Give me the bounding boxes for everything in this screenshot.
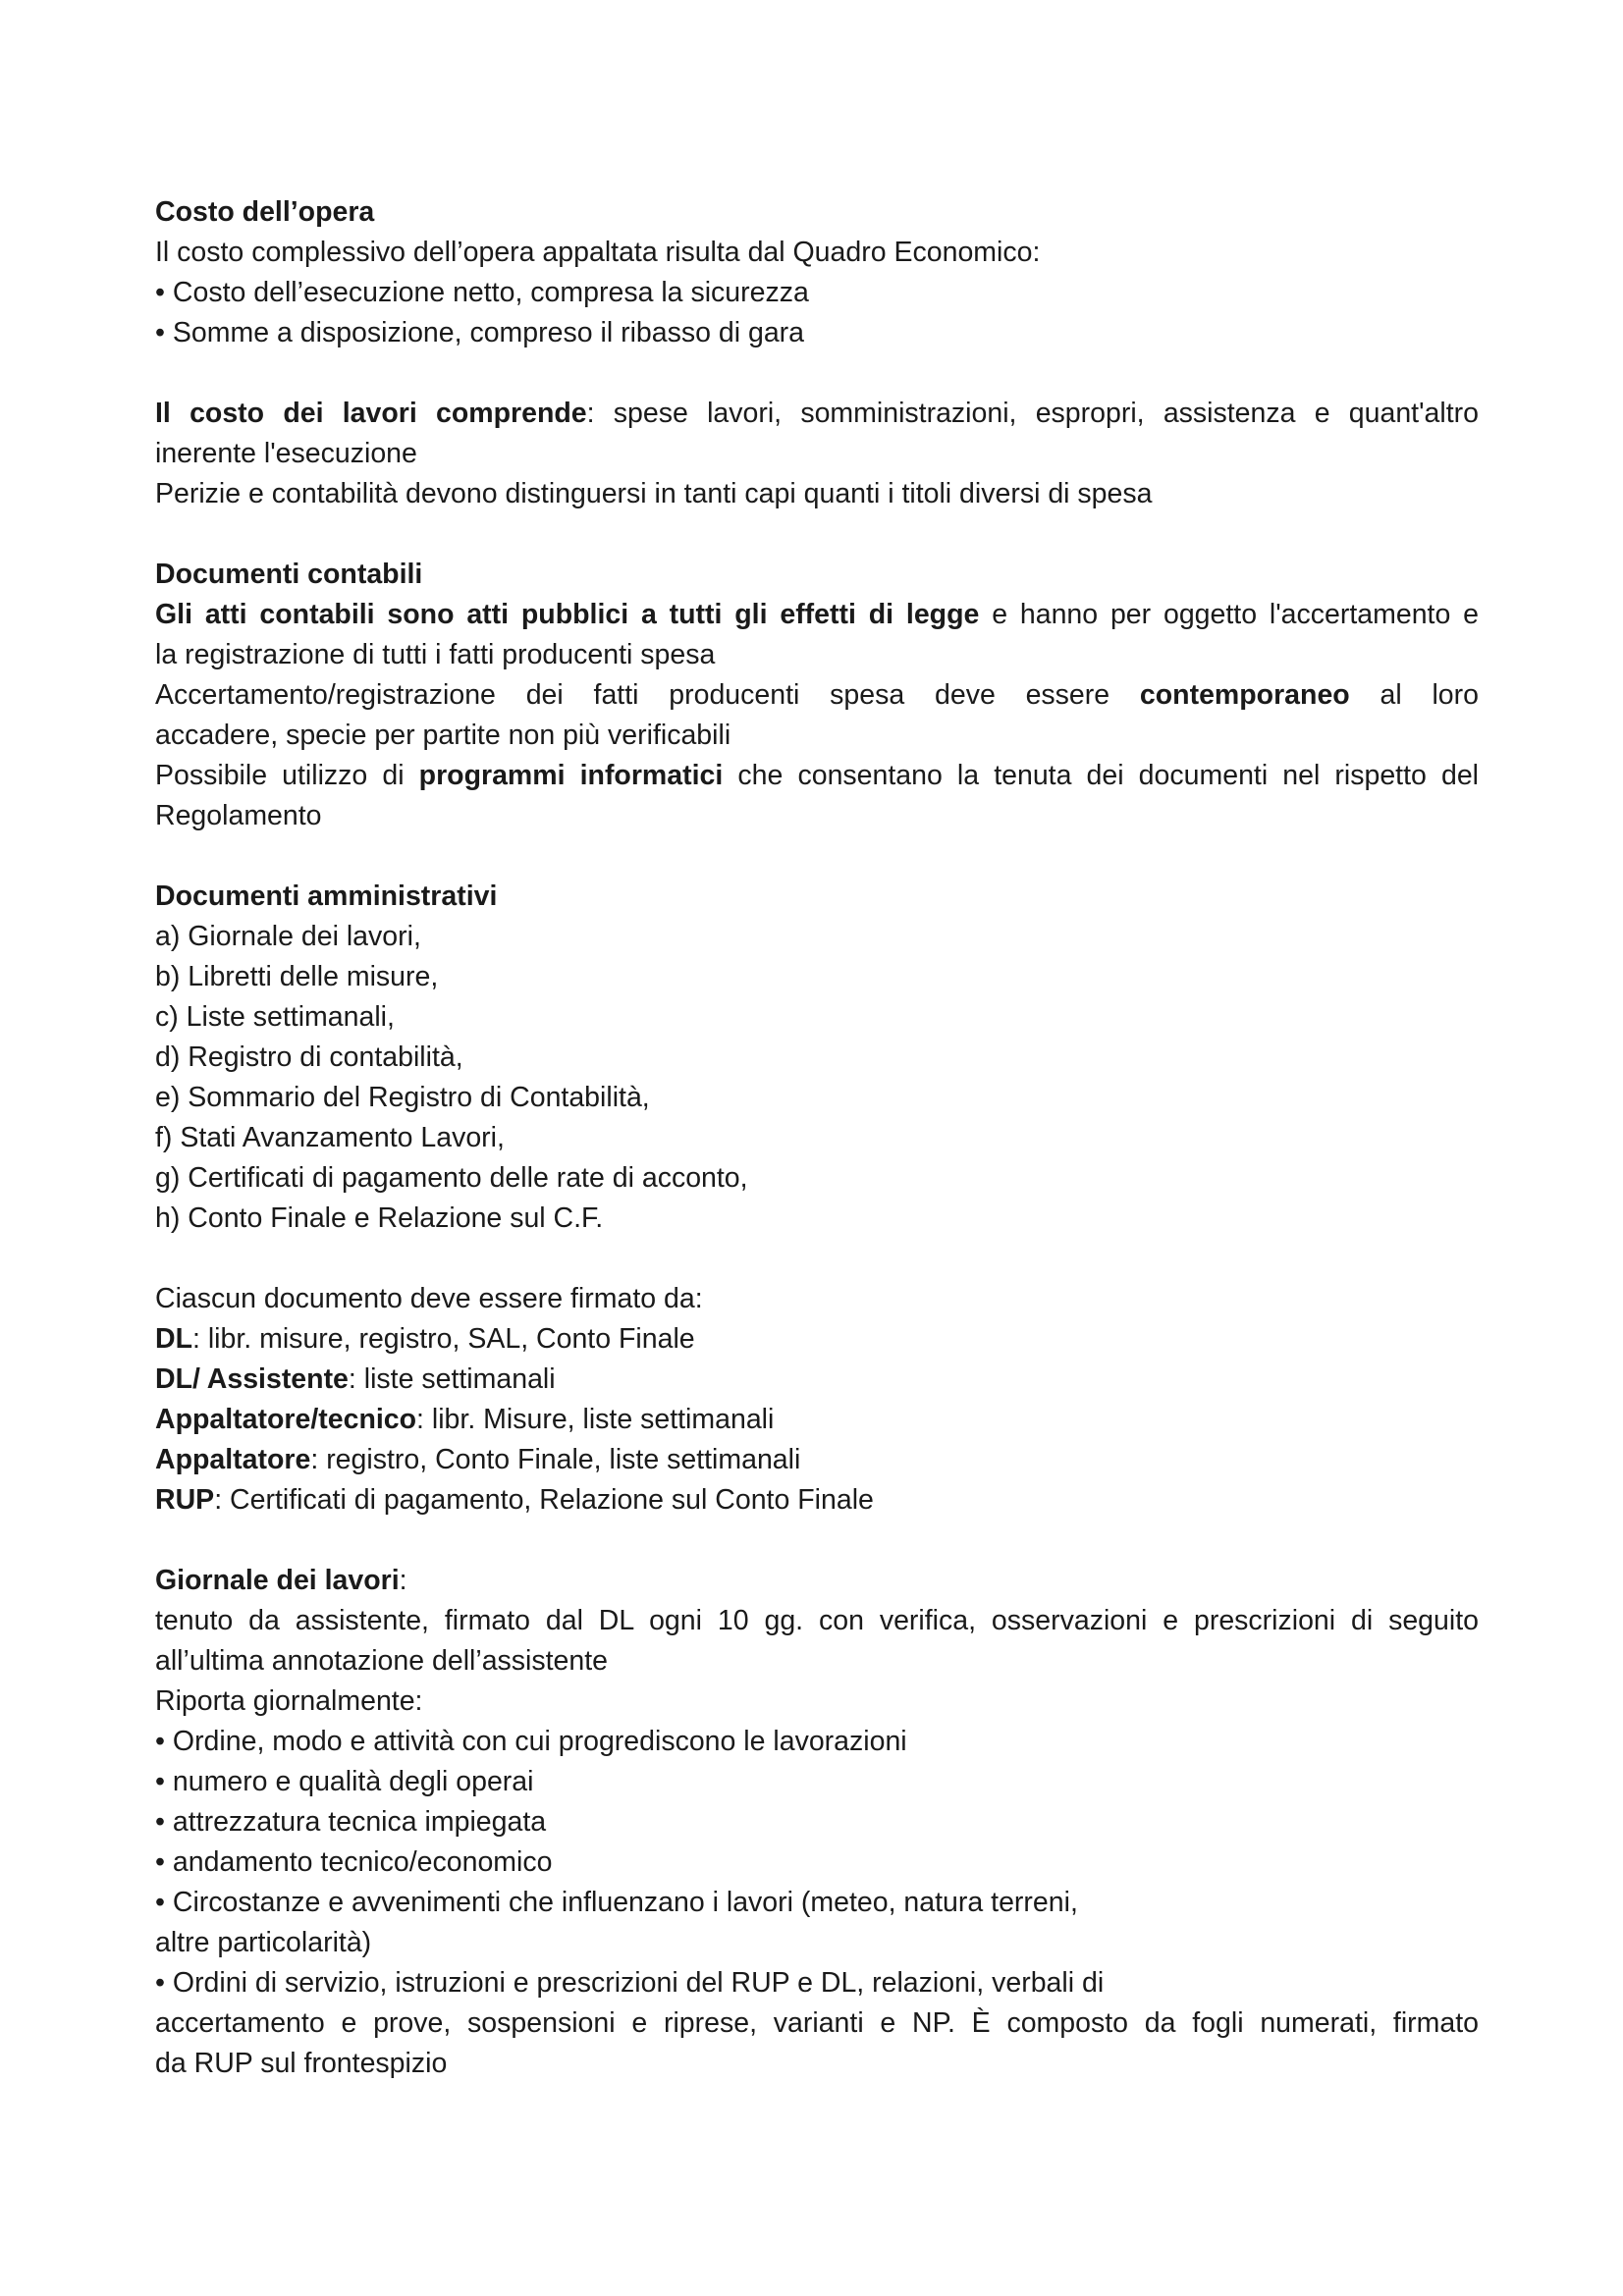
document-page <box>155 192 1479 2084</box>
bullet-item: • andamento tecnico/economico <box>155 1846 553 1878</box>
paragraph: tenuto da assistente, firmato dal DL ogni 10 gg. con verifica, osservazioni e prescrizioni di seguito <box>155 1605 1479 1636</box>
section-heading-documenti-contabili: Documenti contabili <box>155 559 423 590</box>
paragraph: all’ultima annotazione dell’assistente <box>155 1645 609 1677</box>
section-heading-documenti-amministrativi: Documenti amministrativi <box>155 881 498 912</box>
list-item: c) Liste settimanali, <box>155 1001 395 1033</box>
paragraph: Riporta giornalmente: <box>155 1685 423 1717</box>
section-heading-costo-opera: Costo dell’opera <box>155 196 375 228</box>
list-item: e) Sommario del Registro di Contabilità, <box>155 1082 650 1113</box>
paragraph: Perizie e contabilità devono distinguersi in tanti capi quanti i titoli diversi di spesa <box>155 478 1153 509</box>
bullet-item: • Ordini di servizio, istruzioni e prescrizioni del RUP e DL, relazioni, verbali di <box>155 1967 1105 1999</box>
signature-row: Appaltatore/tecnico: libr. Misure, liste settimanali <box>155 1404 775 1435</box>
paragraph: Gli atti contabili sono atti pubblici a tutti gli effetti di legge e hanno per oggetto l'accertamento e <box>155 599 1480 630</box>
paragraph-costo-lavori: Il costo dei lavori comprende: spese lavori, somministrazioni, espropri, assistenza e quant'altro <box>155 398 1479 429</box>
bullet-item: • Ordine, modo e attività con cui progrediscono le lavorazioni <box>155 1726 907 1757</box>
section-heading-giornale: Giornale dei lavori: <box>155 1565 407 1596</box>
paragraph: Il costo complessivo dell’opera appaltata risulta dal Quadro Economico: <box>155 237 1041 268</box>
paragraph: inerente l'esecuzione <box>155 438 417 469</box>
bullet-item: • numero e qualità degli operai <box>155 1766 534 1797</box>
bullet-item: • Circostanze e avvenimenti che influenzano i lavori (meteo, natura terreni, <box>155 1887 1078 1918</box>
signature-row: RUP: Certificati di pagamento, Relazione sul Conto Finale <box>155 1484 874 1516</box>
bullet-item: • attrezzatura tecnica impiegata <box>155 1806 547 1838</box>
bullet-item: • Costo dell’esecuzione netto, compresa la sicurezza <box>155 277 809 308</box>
list-item: d) Registro di contabilità, <box>155 1041 463 1073</box>
paragraph: Ciascun documento deve essere firmato da: <box>155 1283 703 1314</box>
list-item: f) Stati Avanzamento Lavori, <box>155 1122 505 1153</box>
list-item: g) Certificati di pagamento delle rate di acconto, <box>155 1162 748 1194</box>
paragraph: accadere, specie per partite non più verificabili <box>155 720 731 751</box>
bullet-continuation: accertamento e prove, sospensioni e riprese, varianti e NP. È composto da fogli numerati, firmato <box>155 2007 1479 2039</box>
bullet-item: • Somme a disposizione, compreso il ribasso di gara <box>155 317 805 348</box>
paragraph: Regolamento <box>155 800 322 831</box>
paragraph: Possibile utilizzo di programmi informatici che consentano la tenuta dei documenti nel rispetto del <box>155 760 1480 791</box>
list-item: b) Libretti delle misure, <box>155 961 439 992</box>
bullet-continuation: da RUP sul frontespizio <box>155 2048 448 2079</box>
bullet-continuation: altre particolarità) <box>155 1927 372 1958</box>
list-item: a) Giornale dei lavori, <box>155 921 421 952</box>
paragraph: la registrazione di tutti i fatti producenti spesa <box>155 639 716 670</box>
list-item: h) Conto Finale e Relazione sul C.F. <box>155 1202 604 1234</box>
signature-row: Appaltatore: registro, Conto Finale, liste settimanali <box>155 1444 801 1475</box>
paragraph: Accertamento/registrazione dei fatti producenti spesa deve essere contemporaneo al loro <box>155 679 1479 711</box>
signature-row: DL/ Assistente: liste settimanali <box>155 1363 556 1395</box>
signature-row: DL: libr. misure, registro, SAL, Conto Finale <box>155 1323 695 1355</box>
